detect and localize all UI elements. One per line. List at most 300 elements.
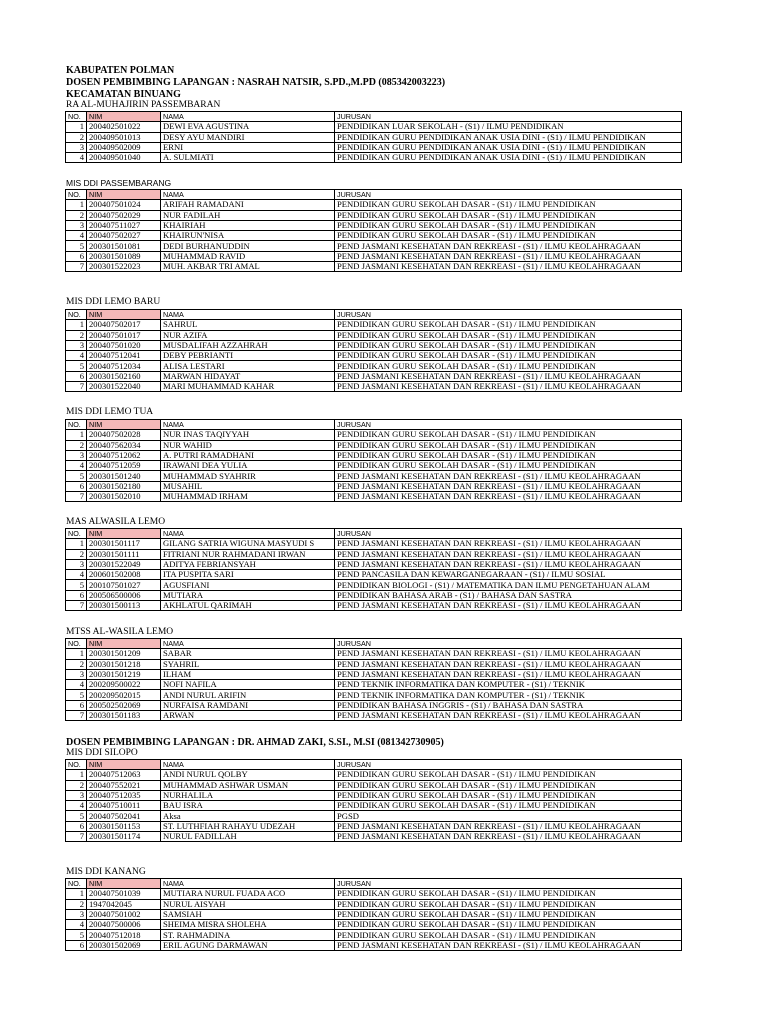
student-major: PEND JASMANI KESEHATAN DAN REKREASI - (S1) / ILMU KEOLAHRAGAAN [335, 711, 682, 721]
student-major: PEND JASMANI KESEHATAN DAN REKREASI - (S1) / ILMU KEOLAHRAGAAN [335, 481, 682, 491]
column-header-nama: NAMA [161, 529, 335, 539]
row-number: 1 [66, 200, 87, 210]
row-number: 1 [66, 430, 87, 440]
student-major: PENDIDIKAN LUAR SEKOLAH - (S1) / ILMU PENDIDIKAN [335, 122, 682, 132]
student-table [65, 309, 682, 392]
student-nim: 200407512041 [87, 351, 161, 361]
student-name: IRAWANI DEA YULIA [161, 461, 335, 471]
student-nim: 200301522023 [87, 262, 161, 272]
student-major: PEND JASMANI KESEHATAN DAN REKREASI - (S1) / ILMU KEOLAHRAGAAN [335, 262, 682, 272]
row-number: 2 [66, 780, 87, 790]
row-number: 7 [66, 492, 87, 502]
student-major: PENDIDIKAN GURU SEKOLAH DASAR - (S1) / ILMU PENDIDIKAN [335, 430, 682, 440]
student-name: ITA PUSPITA SARI [161, 570, 335, 580]
row-number: 2 [66, 132, 87, 142]
student-nim: 200601502008 [87, 570, 161, 580]
student-name: KHAIRUN'NISA [161, 231, 335, 241]
row-number: 1 [66, 320, 87, 330]
column-header-no: NO. [66, 529, 87, 539]
row-number: 7 [66, 262, 87, 272]
student-major: PENDIDIKAN GURU PENDIDIKAN ANAK USIA DINI - (S1) / ILMU PENDIDIKAN [335, 132, 682, 142]
column-header-nim: NIM [87, 190, 161, 200]
table-row [66, 340, 682, 350]
table-row [66, 241, 682, 251]
table-row [66, 909, 682, 919]
table-row [66, 122, 682, 132]
column-header-nim: NIM [87, 760, 161, 770]
student-name: SABAR [161, 649, 335, 659]
student-name: GILANG SATRIA WIGUNA MASYUDI S [161, 539, 335, 549]
student-major: PEND TEKNIK INFORMATIKA DAN KOMPUTER - (S1) / TEKNIK [335, 690, 682, 700]
student-major: PENDIDIKAN BIOLOGI - (S1) / MATEMATIKA DAN ILMU PENGETAHUAN ALAM [335, 580, 682, 590]
table-row [66, 142, 682, 152]
row-number: 5 [66, 580, 87, 590]
student-name: NUR FADILAH [161, 210, 335, 220]
student-name: NURFAISA RAMDANI [161, 700, 335, 710]
student-major: PEND JASMANI KESEHATAN DAN REKREASI - (S1) / ILMU KEOLAHRAGAAN [335, 821, 682, 831]
row-number: 2 [66, 899, 87, 909]
column-header-nim: NIM [87, 420, 161, 430]
student-major: PENDIDIKAN BAHASA INGGRIS - (S1) / BAHASA DAN SASTRA [335, 700, 682, 710]
column-header-nim: NIM [87, 879, 161, 889]
row-number: 1 [66, 122, 87, 132]
row-number: 2 [66, 659, 87, 669]
table-row [66, 790, 682, 800]
student-nim: 200407562034 [87, 440, 161, 450]
student-nim: 200301501081 [87, 241, 161, 251]
student-nim: 200301501183 [87, 711, 161, 721]
student-major: PENDIDIKAN BAHASA ARAB - (S1) / BAHASA DAN SASTRA [335, 590, 682, 600]
student-name: MUTIARA [161, 590, 335, 600]
student-name: NUR INAS TAQIYYAH [161, 430, 335, 440]
student-name: DEBY PEBRIANTI [161, 351, 335, 361]
student-major: PENDIDIKAN GURU SEKOLAH DASAR - (S1) / ILMU PENDIDIKAN [335, 320, 682, 330]
student-name: ADITYA FEBRIANSYAH [161, 559, 335, 569]
student-name: NOFI NAFILA [161, 680, 335, 690]
student-name: SAMSIAH [161, 909, 335, 919]
row-number: 1 [66, 889, 87, 899]
student-name: ERIL AGUNG DARMAWAN [161, 940, 335, 950]
row-number: 6 [66, 251, 87, 261]
table-row [66, 330, 682, 340]
student-major: PENDIDIKAN GURU SEKOLAH DASAR - (S1) / ILMU PENDIDIKAN [335, 930, 682, 940]
table-row [66, 461, 682, 471]
table-row [66, 251, 682, 261]
student-major: PENDIDIKAN GURU SEKOLAH DASAR - (S1) / ILMU PENDIDIKAN [335, 909, 682, 919]
student-major: PENDIDIKAN GURU SEKOLAH DASAR - (S1) / ILMU PENDIDIKAN [335, 440, 682, 450]
column-header-jurusan: JURUSAN [335, 760, 682, 770]
student-major: PENDIDIKAN GURU SEKOLAH DASAR - (S1) / ILMU PENDIDIKAN [335, 450, 682, 460]
table-header-row [66, 310, 682, 320]
student-nim: 200301501174 [87, 832, 161, 842]
row-number: 1 [66, 539, 87, 549]
student-table [65, 189, 682, 272]
row-number: 2 [66, 330, 87, 340]
column-header-no: NO. [66, 112, 87, 122]
student-nim: 200506500006 [87, 590, 161, 600]
school-title: MTSS AL-WASILA LEMO [66, 627, 174, 637]
student-nim: 200301502160 [87, 371, 161, 381]
table-row [66, 930, 682, 940]
student-major: PENDIDIKAN GURU SEKOLAH DASAR - (S1) / ILMU PENDIDIKAN [335, 220, 682, 230]
student-nim: 200301501209 [87, 649, 161, 659]
student-nim: 200409501013 [87, 132, 161, 142]
table-row [66, 430, 682, 440]
student-name: BAU ISRA [161, 801, 335, 811]
student-nim: 200301502010 [87, 492, 161, 502]
row-number: 5 [66, 930, 87, 940]
dosen-heading-2: DOSEN PEMBIMBING LAPANGAN : DR. AHMAD ZAKI, S.SI., M.SI (081342730905) [66, 737, 444, 748]
table-header-row [66, 760, 682, 770]
row-number: 2 [66, 440, 87, 450]
column-header-jurusan: JURUSAN [335, 112, 682, 122]
school-title: MIS DDI KANANG [66, 867, 146, 877]
student-name: Aksa [161, 811, 335, 821]
student-name: DEWI EVA AGUSTINA [161, 122, 335, 132]
student-major: PEND JASMANI KESEHATAN DAN REKREASI - (S1) / ILMU KEOLAHRAGAAN [335, 251, 682, 261]
row-number: 5 [66, 241, 87, 251]
row-number: 4 [66, 920, 87, 930]
table-row [66, 132, 682, 142]
student-major: PENDIDIKAN GURU SEKOLAH DASAR - (S1) / ILMU PENDIDIKAN [335, 351, 682, 361]
row-number: 1 [66, 649, 87, 659]
row-number: 6 [66, 821, 87, 831]
student-major: PEND TEKNIK INFORMATIKA DAN KOMPUTER - (S1) / TEKNIK [335, 680, 682, 690]
student-nim: 200407500006 [87, 920, 161, 930]
column-header-no: NO. [66, 760, 87, 770]
student-nim: 200301501117 [87, 539, 161, 549]
column-header-no: NO. [66, 879, 87, 889]
table-row [66, 371, 682, 381]
student-major: PENDIDIKAN GURU SEKOLAH DASAR - (S1) / ILMU PENDIDIKAN [335, 920, 682, 930]
student-name: NURUL AISYAH [161, 899, 335, 909]
student-name: A. SULMIATI [161, 153, 335, 163]
student-name: MUTIARA NURUL FUADA ACO [161, 889, 335, 899]
student-nim: 200301501219 [87, 669, 161, 679]
student-major: PGSD [335, 811, 682, 821]
student-nim: 200407501020 [87, 340, 161, 350]
table-row [66, 559, 682, 569]
student-name: ANDI NURUL QOLBY [161, 770, 335, 780]
table-row [66, 711, 682, 721]
school-title: MAS ALWASILA LEMO [66, 517, 166, 527]
student-name: NUR AZIFA [161, 330, 335, 340]
student-major: PENDIDIKAN GURU SEKOLAH DASAR - (S1) / ILMU PENDIDIKAN [335, 461, 682, 471]
student-nim: 200407502028 [87, 430, 161, 440]
student-nim: 200301501218 [87, 659, 161, 669]
table-row [66, 220, 682, 230]
row-number: 6 [66, 590, 87, 600]
column-header-nim: NIM [87, 310, 161, 320]
student-major: PENDIDIKAN GURU SEKOLAH DASAR - (S1) / ILMU PENDIDIKAN [335, 330, 682, 340]
column-header-no: NO. [66, 310, 87, 320]
row-number: 4 [66, 231, 87, 241]
student-name: ST. RAHMADINA [161, 930, 335, 940]
row-number: 5 [66, 811, 87, 821]
row-number: 2 [66, 210, 87, 220]
table-row [66, 320, 682, 330]
student-major: PEND JASMANI KESEHATAN DAN REKREASI - (S1) / ILMU KEOLAHRAGAAN [335, 471, 682, 481]
student-name: MUHAMMAD IRHAM [161, 492, 335, 502]
row-number: 2 [66, 549, 87, 559]
student-major: PENDIDIKAN GURU SEKOLAH DASAR - (S1) / ILMU PENDIDIKAN [335, 210, 682, 220]
dosen-heading-1: DOSEN PEMBIMBING LAPANGAN : NASRAH NATSIR, S.PD.,M.PD (085342003223) [66, 77, 446, 88]
student-name: ARIFAH RAMADANI [161, 200, 335, 210]
row-number: 5 [66, 361, 87, 371]
student-nim: 200407512059 [87, 461, 161, 471]
school-title: RA AL-MUHAJIRIN PASSEMBARAN [66, 100, 221, 110]
student-nim: 200301501240 [87, 471, 161, 481]
student-major: PENDIDIKAN GURU PENDIDIKAN ANAK USIA DINI - (S1) / ILMU PENDIDIKAN [335, 153, 682, 163]
student-nim: 200502502069 [87, 700, 161, 710]
student-name: MUHAMMAD RAVID [161, 251, 335, 261]
column-header-jurusan: JURUSAN [335, 310, 682, 320]
student-nim: 200407512063 [87, 770, 161, 780]
table-row [66, 669, 682, 679]
student-major: PENDIDIKAN GURU SEKOLAH DASAR - (S1) / ILMU PENDIDIKAN [335, 801, 682, 811]
student-name: AKHLATUL QARIMAH [161, 601, 335, 611]
table-row [66, 200, 682, 210]
student-nim: 200301502180 [87, 481, 161, 491]
table-row [66, 770, 682, 780]
table-row [66, 680, 682, 690]
column-header-jurusan: JURUSAN [335, 879, 682, 889]
table-header-row [66, 420, 682, 430]
row-number: 4 [66, 570, 87, 580]
student-major: PEND JASMANI KESEHATAN DAN REKREASI - (S1) / ILMU KEOLAHRAGAAN [335, 601, 682, 611]
student-major: PENDIDIKAN GURU PENDIDIKAN ANAK USIA DINI - (S1) / ILMU PENDIDIKAN [335, 142, 682, 152]
student-nim: 200407501024 [87, 200, 161, 210]
table-row [66, 539, 682, 549]
student-name: FITRIANI NUR RAHMADANI IRWAN [161, 549, 335, 559]
table-header-row [66, 529, 682, 539]
student-nim: 200407501017 [87, 330, 161, 340]
student-nim: 200409502009 [87, 142, 161, 152]
student-major: PENDIDIKAN GURU SEKOLAH DASAR - (S1) / ILMU PENDIDIKAN [335, 231, 682, 241]
student-nim: 200301501111 [87, 549, 161, 559]
student-name: ALISA LESTARI [161, 361, 335, 371]
student-nim: 200407502029 [87, 210, 161, 220]
student-nim: 200407512062 [87, 450, 161, 460]
table-row [66, 780, 682, 790]
table-row [66, 601, 682, 611]
column-header-nim: NIM [87, 639, 161, 649]
column-header-nama: NAMA [161, 190, 335, 200]
row-number: 6 [66, 371, 87, 381]
column-header-nama: NAMA [161, 760, 335, 770]
student-name: ANDI NURUL ARIFIN [161, 690, 335, 700]
table-row [66, 570, 682, 580]
student-table [65, 878, 682, 951]
column-header-nim: NIM [87, 112, 161, 122]
student-table [65, 528, 682, 611]
row-number: 5 [66, 471, 87, 481]
student-nim: 1947042045 [87, 899, 161, 909]
row-number: 6 [66, 700, 87, 710]
row-number: 1 [66, 770, 87, 780]
table-row [66, 351, 682, 361]
column-header-jurusan: JURUSAN [335, 639, 682, 649]
student-nim: 200407512018 [87, 930, 161, 940]
student-name: MARI MUHAMMAD KAHAR [161, 382, 335, 392]
row-number: 5 [66, 690, 87, 700]
student-name: KHAIRIAH [161, 220, 335, 230]
student-nim: 200107501027 [87, 580, 161, 590]
student-nim: 200407512035 [87, 790, 161, 800]
student-table [65, 638, 682, 721]
student-major: PEND JASMANI KESEHATAN DAN REKREASI - (S1) / ILMU KEOLAHRAGAAN [335, 832, 682, 842]
student-major: PEND JASMANI KESEHATAN DAN REKREASI - (S1) / ILMU KEOLAHRAGAAN [335, 559, 682, 569]
student-name: DESY AYU MANDIRI [161, 132, 335, 142]
school-title: MIS DDI PASSEMBARANG [66, 178, 172, 188]
student-major: PENDIDIKAN GURU SEKOLAH DASAR - (S1) / ILMU PENDIDIKAN [335, 780, 682, 790]
table-header-row [66, 639, 682, 649]
table-row [66, 471, 682, 481]
kecamatan-heading: KECAMATAN BINUANG [66, 89, 181, 100]
row-number: 7 [66, 832, 87, 842]
row-number: 7 [66, 601, 87, 611]
column-header-nama: NAMA [161, 639, 335, 649]
student-nim: 200407502027 [87, 231, 161, 241]
student-nim: 200209502015 [87, 690, 161, 700]
student-name: MUHAMMAD SYAHRIR [161, 471, 335, 481]
column-header-jurusan: JURUSAN [335, 529, 682, 539]
student-name: A. PUTRI RAMADHANI [161, 450, 335, 460]
table-row [66, 821, 682, 831]
table-row [66, 801, 682, 811]
student-major: PENDIDIKAN GURU SEKOLAH DASAR - (S1) / ILMU PENDIDIKAN [335, 340, 682, 350]
row-number: 4 [66, 351, 87, 361]
student-nim: 200407501002 [87, 909, 161, 919]
student-major: PEND JASMANI KESEHATAN DAN REKREASI - (S1) / ILMU KEOLAHRAGAAN [335, 539, 682, 549]
row-number: 3 [66, 142, 87, 152]
student-major: PENDIDIKAN GURU SEKOLAH DASAR - (S1) / ILMU PENDIDIKAN [335, 770, 682, 780]
kabupaten-heading: KABUPATEN POLMAN [66, 65, 175, 76]
row-number: 3 [66, 450, 87, 460]
column-header-jurusan: JURUSAN [335, 420, 682, 430]
student-major: PENDIDIKAN GURU SEKOLAH DASAR - (S1) / ILMU PENDIDIKAN [335, 361, 682, 371]
student-major: PEND JASMANI KESEHATAN DAN REKREASI - (S1) / ILMU KEOLAHRAGAAN [335, 649, 682, 659]
column-header-nama: NAMA [161, 420, 335, 430]
table-row [66, 690, 682, 700]
student-nim: 200407510011 [87, 801, 161, 811]
row-number: 7 [66, 711, 87, 721]
table-row [66, 210, 682, 220]
student-table [65, 111, 682, 163]
table-row [66, 440, 682, 450]
student-nim: 200407501039 [87, 889, 161, 899]
student-major: PEND JASMANI KESEHATAN DAN REKREASI - (S1) / ILMU KEOLAHRAGAAN [335, 659, 682, 669]
student-name: AGUSFIANI [161, 580, 335, 590]
column-header-jurusan: JURUSAN [335, 190, 682, 200]
row-number: 3 [66, 909, 87, 919]
table-row [66, 549, 682, 559]
row-number: 6 [66, 940, 87, 950]
student-major: PEND JASMANI KESEHATAN DAN REKREASI - (S1) / ILMU KEOLAHRAGAAN [335, 492, 682, 502]
table-row [66, 481, 682, 491]
student-table [65, 759, 682, 842]
table-row [66, 262, 682, 272]
table-row [66, 889, 682, 899]
row-number: 7 [66, 382, 87, 392]
table-row [66, 382, 682, 392]
student-name: MUSAHIL [161, 481, 335, 491]
student-nim: 200409501040 [87, 153, 161, 163]
table-header-row [66, 879, 682, 889]
student-name: NUR WAHID [161, 440, 335, 450]
column-header-nama: NAMA [161, 112, 335, 122]
column-header-no: NO. [66, 190, 87, 200]
student-name: ILHAM [161, 669, 335, 679]
column-header-nama: NAMA [161, 310, 335, 320]
row-number: 4 [66, 801, 87, 811]
row-number: 4 [66, 461, 87, 471]
school-title: MIS DDI LEMO TUA [66, 407, 154, 417]
table-row [66, 649, 682, 659]
student-name: NURUL FADILLAH [161, 832, 335, 842]
student-name: NURHALILA [161, 790, 335, 800]
student-nim: 200301500113 [87, 601, 161, 611]
student-nim: 200407502017 [87, 320, 161, 330]
student-nim: 200301522049 [87, 559, 161, 569]
table-row [66, 811, 682, 821]
table-row [66, 590, 682, 600]
row-number: 4 [66, 680, 87, 690]
student-nim: 200407512034 [87, 361, 161, 371]
table-row [66, 700, 682, 710]
row-number: 3 [66, 559, 87, 569]
student-table [65, 419, 682, 502]
student-name: MUSDALIFAH AZZAHRAH [161, 340, 335, 350]
student-name: MARWAN HIDAYAT [161, 371, 335, 381]
table-header-row [66, 112, 682, 122]
student-nim: 200402501022 [87, 122, 161, 132]
column-header-no: NO. [66, 639, 87, 649]
student-nim: 200301522040 [87, 382, 161, 392]
student-name: DEDI BURHANUDDIN [161, 241, 335, 251]
student-major: PEND JASMANI KESEHATAN DAN REKREASI - (S1) / ILMU KEOLAHRAGAAN [335, 371, 682, 381]
student-major: PEND JASMANI KESEHATAN DAN REKREASI - (S1) / ILMU KEOLAHRAGAAN [335, 241, 682, 251]
student-nim: 200407511027 [87, 220, 161, 230]
row-number: 3 [66, 669, 87, 679]
student-name: MUHAMMAD ASHWAR USMAN [161, 780, 335, 790]
student-nim: 200209500022 [87, 680, 161, 690]
table-row [66, 580, 682, 590]
table-row [66, 940, 682, 950]
table-row [66, 231, 682, 241]
column-header-nim: NIM [87, 529, 161, 539]
table-row [66, 659, 682, 669]
student-major: PEND PANCASILA DAN KEWARGANEGARAAN - (S1) / ILMU SOSIAL [335, 570, 682, 580]
table-row [66, 492, 682, 502]
student-major: PEND JASMANI KESEHATAN DAN REKREASI - (S1) / ILMU KEOLAHRAGAAN [335, 940, 682, 950]
student-major: PENDIDIKAN GURU SEKOLAH DASAR - (S1) / ILMU PENDIDIKAN [335, 889, 682, 899]
row-number: 3 [66, 340, 87, 350]
student-major: PENDIDIKAN GURU SEKOLAH DASAR - (S1) / ILMU PENDIDIKAN [335, 200, 682, 210]
table-row [66, 920, 682, 930]
student-name: SAHRUL [161, 320, 335, 330]
student-major: PEND JASMANI KESEHATAN DAN REKREASI - (S1) / ILMU KEOLAHRAGAAN [335, 382, 682, 392]
column-header-nama: NAMA [161, 879, 335, 889]
table-row [66, 361, 682, 371]
student-major: PENDIDIKAN GURU SEKOLAH DASAR - (S1) / ILMU PENDIDIKAN [335, 899, 682, 909]
row-number: 3 [66, 790, 87, 800]
row-number: 3 [66, 220, 87, 230]
student-major: PEND JASMANI KESEHATAN DAN REKREASI - (S1) / ILMU KEOLAHRAGAAN [335, 669, 682, 679]
student-name: ERNI [161, 142, 335, 152]
student-name: ST. LUTHFIAH RAHAYU UDEZAH [161, 821, 335, 831]
table-row [66, 153, 682, 163]
